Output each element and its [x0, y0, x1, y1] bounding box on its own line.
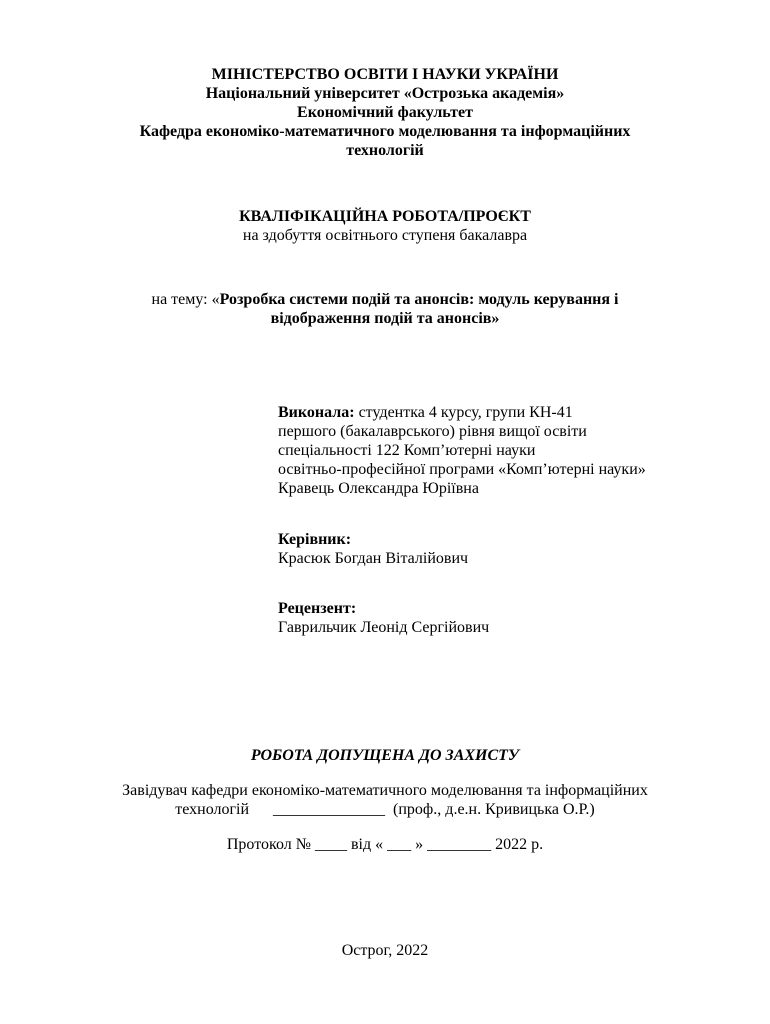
author-level: першого (бакалаврського) рівня вищої освіти — [278, 423, 587, 440]
place-year-block — [60, 941, 710, 960]
author-label: Виконала: — [278, 404, 355, 421]
head-of-department-block — [60, 781, 710, 819]
reviewer-block — [278, 599, 489, 637]
approval-title-block — [60, 746, 710, 765]
approval-title: РОБОТА ДОПУЩЕНА ДО ЗАХИСТУ — [250, 747, 520, 764]
author-block — [278, 403, 738, 498]
topic-title-line2: відображення подій та анонсів — [270, 310, 492, 327]
supervisor-block — [278, 530, 468, 568]
topic-suffix: » — [491, 310, 500, 327]
faculty-name: Економічний факультет — [297, 104, 473, 121]
topic-title-line1: Розробка системи подій та анонсів: модуль керування і — [219, 291, 619, 308]
author-program: освітньо-професійної програми «Комп’ютерні науки» — [278, 461, 646, 478]
topic-block — [60, 290, 710, 328]
reviewer-name: Гаврильчик Леонід Сергійович — [278, 619, 490, 636]
protocol-line: Протокол № ____ від « ___ » ________ 2022 р. — [226, 836, 544, 853]
department-name-line1: Кафедра економіко-математичного моделювання та інформаційних — [139, 123, 631, 140]
ministry-name: МІНІСТЕРСТВО ОСВІТИ І НАУКИ УКРАЇНИ — [211, 66, 559, 83]
reviewer-label: Рецензент: — [278, 600, 357, 617]
department-name-line2: технологій — [346, 142, 424, 159]
protocol-block — [60, 835, 710, 854]
place-year: Острог, 2022 — [341, 942, 429, 959]
head-line2: технологій ______________ (проф., д.е.н. Кривицька О.Р.) — [175, 801, 595, 818]
work-type-block — [60, 207, 710, 245]
author-specialty: спеціальності 122 Комп’ютерні науки — [278, 442, 536, 459]
head-line1: Завідувач кафедри економіко-математичного моделювання та інформаційних — [122, 782, 648, 799]
supervisor-label: Керівник: — [278, 531, 352, 548]
topic-line1 — [60, 290, 710, 309]
supervisor-name: Красюк Богдан Віталійович — [278, 550, 469, 567]
degree-line: на здобуття освітнього ступеня бакалавра — [242, 227, 528, 244]
work-type: КВАЛІФІКАЦІЙНА РОБОТА/ПРОЄКТ — [239, 208, 531, 225]
topic-prefix: на тему: « — [151, 291, 220, 308]
university-name: Національний університет «Острозька академія» — [205, 85, 565, 102]
author-course: студентка 4 курсу, групи КН-41 — [354, 404, 573, 421]
author-name: Кравець Олександра Юріївна — [278, 480, 479, 497]
topic-line2 — [60, 309, 710, 328]
institution-header — [60, 65, 710, 160]
author-line1 — [278, 403, 738, 422]
